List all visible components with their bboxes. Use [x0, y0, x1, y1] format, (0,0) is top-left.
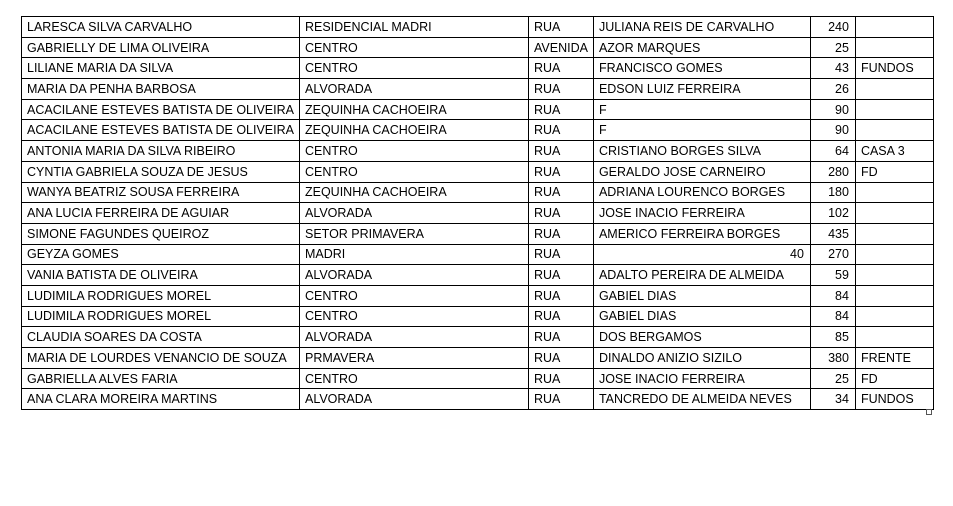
cell-street: JOSE INACIO FERREIRA	[593, 203, 810, 224]
cell-street-type: RUA	[528, 389, 593, 410]
cell-street-type: RUA	[528, 306, 593, 327]
cell-street: TANCREDO DE ALMEIDA NEVES	[593, 389, 810, 410]
cell-street-type: RUA	[528, 17, 593, 38]
cell-neighborhood: ALVORADA	[299, 79, 528, 100]
cell-neighborhood: SETOR PRIMAVERA	[299, 223, 528, 244]
cell-street: GABIEL DIAS	[593, 285, 810, 306]
table-row	[22, 265, 934, 286]
cell-number: 85	[810, 327, 855, 348]
cell-block: 40	[593, 244, 810, 265]
cell-street-type: RUA	[528, 244, 593, 265]
address-table	[21, 16, 934, 410]
table-row	[22, 244, 934, 265]
cell-name: GABRIELLA ALVES FARIA	[22, 368, 300, 389]
table-row	[22, 120, 934, 141]
cell-number: 59	[810, 265, 855, 286]
cell-complement	[855, 17, 933, 38]
table-end-handle[interactable]	[926, 409, 932, 415]
cell-street: F	[593, 99, 810, 120]
table-row	[22, 285, 934, 306]
cell-number: 280	[810, 161, 855, 182]
table-row	[22, 306, 934, 327]
cell-number: 435	[810, 223, 855, 244]
cell-street-type: RUA	[528, 368, 593, 389]
cell-street: AMERICO FERREIRA BORGES	[593, 223, 810, 244]
cell-street-type: RUA	[528, 161, 593, 182]
cell-street: GABIEL DIAS	[593, 306, 810, 327]
cell-street: DOS BERGAMOS	[593, 327, 810, 348]
cell-number: 43	[810, 58, 855, 79]
cell-name: GABRIELLY DE LIMA OLIVEIRA	[22, 37, 300, 58]
table-row	[22, 368, 934, 389]
table-row	[22, 99, 934, 120]
cell-neighborhood: ALVORADA	[299, 203, 528, 224]
cell-number: 26	[810, 79, 855, 100]
cell-neighborhood: MADRI	[299, 244, 528, 265]
cell-neighborhood: CENTRO	[299, 368, 528, 389]
cell-name: ACACILANE ESTEVES BATISTA DE OLIVEIRA	[22, 120, 300, 141]
cell-number: 84	[810, 285, 855, 306]
cell-street-type: RUA	[528, 141, 593, 162]
cell-neighborhood: PRMAVERA	[299, 348, 528, 369]
cell-number: 25	[810, 368, 855, 389]
cell-street-type: RUA	[528, 265, 593, 286]
cell-name: MARIA DE LOURDES VENANCIO DE SOUZA	[22, 348, 300, 369]
cell-number: 240	[810, 17, 855, 38]
cell-number: 34	[810, 389, 855, 410]
cell-street-type: RUA	[528, 203, 593, 224]
cell-complement	[855, 306, 933, 327]
cell-name: SIMONE FAGUNDES QUEIROZ	[22, 223, 300, 244]
cell-name: LILIANE MARIA DA SILVA	[22, 58, 300, 79]
cell-street-type: RUA	[528, 223, 593, 244]
cell-street: F	[593, 120, 810, 141]
cell-name: CYNTIA GABRIELA SOUZA DE JESUS	[22, 161, 300, 182]
table-row	[22, 79, 934, 100]
cell-number: 64	[810, 141, 855, 162]
cell-street: FRANCISCO GOMES	[593, 58, 810, 79]
table-row	[22, 389, 934, 410]
cell-neighborhood: CENTRO	[299, 141, 528, 162]
cell-complement: FUNDOS	[855, 58, 933, 79]
cell-street: ADALTO PEREIRA DE ALMEIDA	[593, 265, 810, 286]
cell-street: CRISTIANO BORGES SILVA	[593, 141, 810, 162]
cell-complement	[855, 327, 933, 348]
cell-complement	[855, 79, 933, 100]
table-row	[22, 182, 934, 203]
cell-complement	[855, 37, 933, 58]
cell-name: ANA LUCIA FERREIRA DE AGUIAR	[22, 203, 300, 224]
cell-complement	[855, 120, 933, 141]
cell-neighborhood: CENTRO	[299, 37, 528, 58]
cell-street: JULIANA REIS DE CARVALHO	[593, 17, 810, 38]
cell-street: DINALDO ANIZIO SIZILO	[593, 348, 810, 369]
cell-complement: FRENTE	[855, 348, 933, 369]
cell-complement	[855, 99, 933, 120]
cell-number: 180	[810, 182, 855, 203]
cell-street-type: AVENIDA	[528, 37, 593, 58]
table-row	[22, 58, 934, 79]
cell-number: 90	[810, 99, 855, 120]
cell-complement	[855, 182, 933, 203]
cell-street-type: RUA	[528, 58, 593, 79]
cell-street: GERALDO JOSE CARNEIRO	[593, 161, 810, 182]
cell-number: 270	[810, 244, 855, 265]
cell-neighborhood: CENTRO	[299, 161, 528, 182]
table-row	[22, 327, 934, 348]
cell-street: JOSE INACIO FERREIRA	[593, 368, 810, 389]
cell-complement	[855, 244, 933, 265]
cell-neighborhood: RESIDENCIAL MADRI	[299, 17, 528, 38]
cell-complement	[855, 285, 933, 306]
cell-neighborhood: ZEQUINHA CACHOEIRA	[299, 99, 528, 120]
cell-street-type: RUA	[528, 285, 593, 306]
cell-number: 102	[810, 203, 855, 224]
cell-complement: CASA 3	[855, 141, 933, 162]
cell-street-type: RUA	[528, 120, 593, 141]
cell-number: 90	[810, 120, 855, 141]
cell-name: ANTONIA MARIA DA SILVA RIBEIRO	[22, 141, 300, 162]
table-row	[22, 17, 934, 38]
table-row	[22, 223, 934, 244]
table-row	[22, 141, 934, 162]
cell-name: ANA CLARA MOREIRA MARTINS	[22, 389, 300, 410]
table-row	[22, 203, 934, 224]
cell-number: 380	[810, 348, 855, 369]
cell-street: AZOR MARQUES	[593, 37, 810, 58]
cell-name: CLAUDIA SOARES DA COSTA	[22, 327, 300, 348]
cell-street-type: RUA	[528, 79, 593, 100]
cell-neighborhood: ZEQUINHA CACHOEIRA	[299, 120, 528, 141]
table-row	[22, 161, 934, 182]
cell-complement: FD	[855, 368, 933, 389]
cell-name: LUDIMILA RODRIGUES MOREL	[22, 285, 300, 306]
cell-neighborhood: ALVORADA	[299, 265, 528, 286]
cell-name: WANYA BEATRIZ SOUSA FERREIRA	[22, 182, 300, 203]
table-row	[22, 37, 934, 58]
cell-street-type: RUA	[528, 348, 593, 369]
cell-name: VANIA BATISTA DE OLIVEIRA	[22, 265, 300, 286]
cell-neighborhood: ALVORADA	[299, 389, 528, 410]
cell-neighborhood: ALVORADA	[299, 327, 528, 348]
address-table-body	[22, 17, 934, 410]
cell-name: MARIA DA PENHA BARBOSA	[22, 79, 300, 100]
cell-street-type: RUA	[528, 99, 593, 120]
cell-neighborhood: CENTRO	[299, 285, 528, 306]
cell-neighborhood: CENTRO	[299, 58, 528, 79]
cell-street-type: RUA	[528, 182, 593, 203]
cell-street: EDSON LUIZ FERREIRA	[593, 79, 810, 100]
cell-complement	[855, 203, 933, 224]
cell-complement: FD	[855, 161, 933, 182]
cell-complement	[855, 265, 933, 286]
cell-name: LARESCA SILVA CARVALHO	[22, 17, 300, 38]
cell-number: 84	[810, 306, 855, 327]
cell-street: ADRIANA LOURENCO BORGES	[593, 182, 810, 203]
cell-complement: FUNDOS	[855, 389, 933, 410]
cell-number: 25	[810, 37, 855, 58]
cell-name: ACACILANE ESTEVES BATISTA DE OLIVEIRA	[22, 99, 300, 120]
table-row	[22, 348, 934, 369]
cell-neighborhood: CENTRO	[299, 306, 528, 327]
cell-neighborhood: ZEQUINHA CACHOEIRA	[299, 182, 528, 203]
cell-street-type: RUA	[528, 327, 593, 348]
cell-name: LUDIMILA RODRIGUES MOREL	[22, 306, 300, 327]
cell-name: GEYZA GOMES	[22, 244, 300, 265]
cell-complement	[855, 223, 933, 244]
